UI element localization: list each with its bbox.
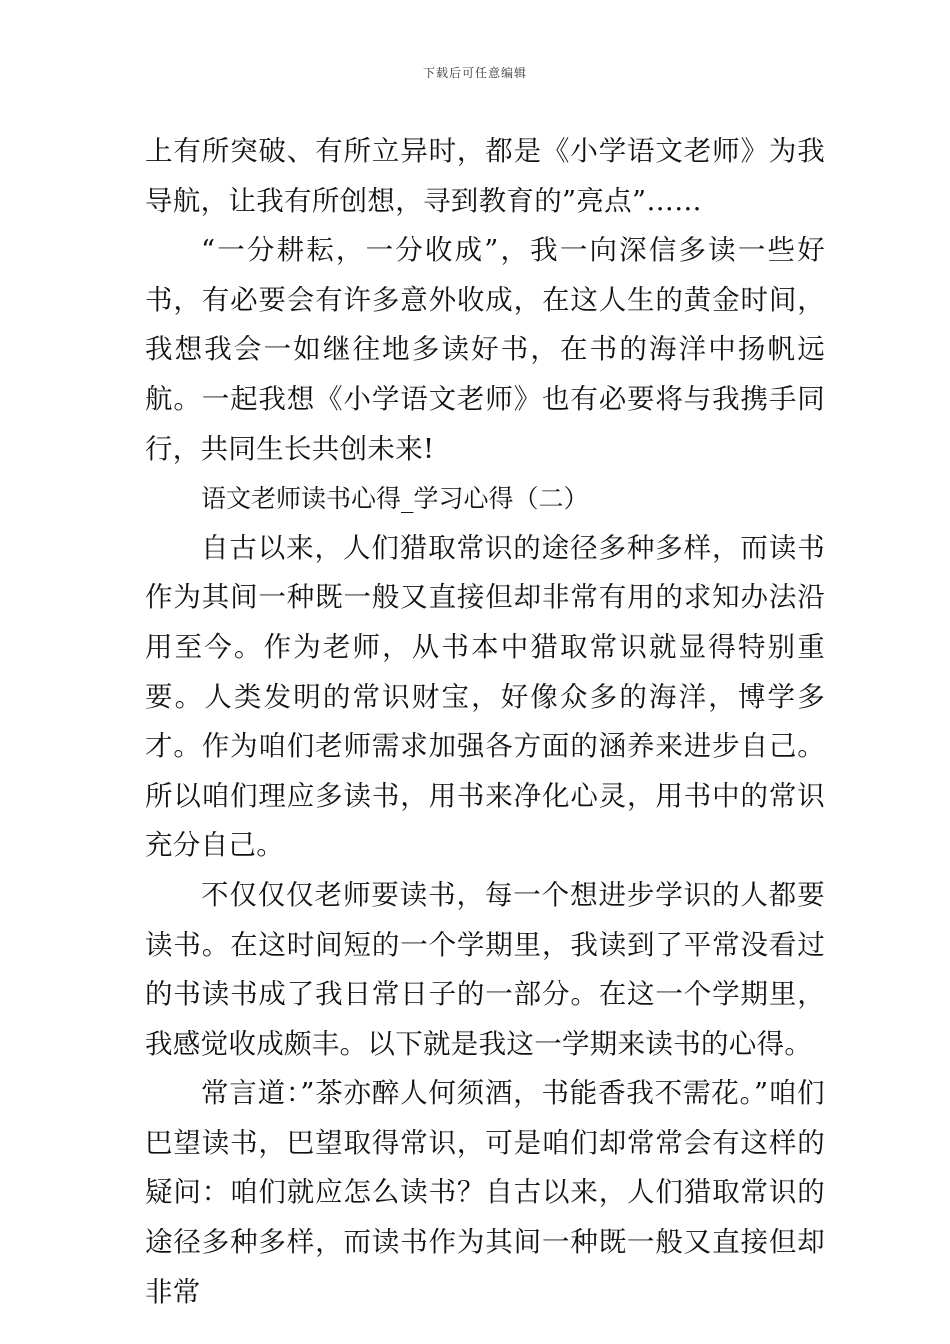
paragraph-reading-harvest: “一分耕耘，一分收成”，我一向深信多读一些好书，有必要会有许多意外收成，在这人生的黄金时间，我想我会一如继往地多读好书，在书的海洋中扬帆远航。一起我想《小学语文老师》也有必要将与我携手同行，共同生长共创未来! (145, 234, 825, 465)
header-note: 下载后可任意编辑 (422, 66, 527, 80)
paragraph-semester-reading: 不仅仅仅老师要读书，每一个想进步学识的人都要读书。在这时间短的一个学期里，我读到了平常没看过的书读书成了我日常日子的一部分。在这一个学期里，我感觉收成颇丰。以下就是我这一学期来读书的心得。 (145, 878, 825, 1060)
paragraph-knowledge-paths: 自古以来，人们猎取常识的途径多种多样，而读书作为其间一种既一般又直接但却非常有用的求知办法沿用至今。作为老师，从书本中猎取常识就显得特别重要。人类发明的常识财宝，好像众多的海洋，博学多才。作为咱们老师需求加强各方面的涵养来进步自己。所以咱们理应多读书，用书来净化心灵，用书中的常识充分自己。 (145, 531, 825, 862)
paragraph-saying: 常言道：”茶亦醉人何须酒，书能香我不需花。”咱们巴望读书，巴望取得常识，可是咱们却常常会有这样的疑问：咱们就应怎么读书？自古以来，人们猎取常识的途径多种多样，而读书作为其间一种既一般又直接但却非常 (145, 1077, 825, 1308)
section-heading: 语文老师读书心得_学习心得（二） (201, 484, 589, 514)
paragraph-continuation: 上有所突破、有所立异时，都是《小学语文老师》为我导航，让我有所创想，寻到教育的”亮点”…… (145, 135, 825, 217)
document-body (145, 127, 825, 1317)
